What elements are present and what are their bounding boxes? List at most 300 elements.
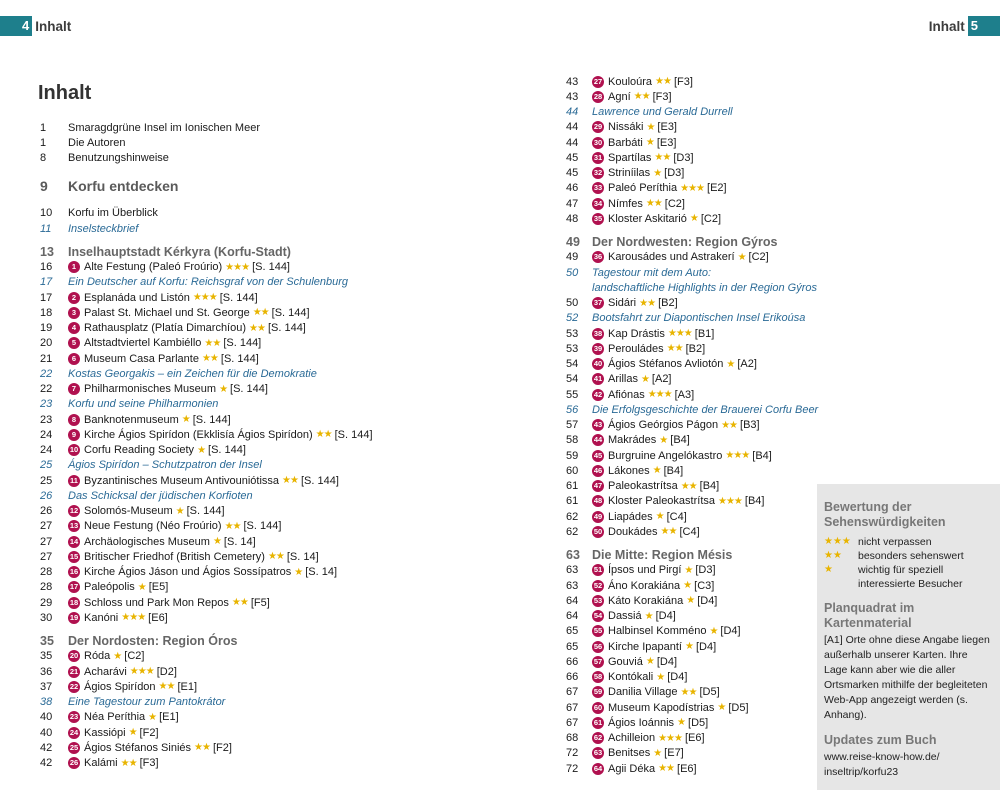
running-header-right <box>929 16 1000 36</box>
toc-page-number: 45 <box>566 167 579 180</box>
rating-legend <box>824 535 992 591</box>
toc-entry <box>566 280 816 295</box>
toc-entry <box>40 756 460 771</box>
toc-entry <box>40 649 460 664</box>
toc-entry-title: Afiónas <box>608 388 645 401</box>
toc-page-number: 19 <box>40 322 53 335</box>
toc-entry-content <box>68 650 460 662</box>
map-reference: [S. 144] <box>271 306 310 319</box>
map-reference: [C2] <box>748 251 769 264</box>
poi-number-badge: 47 <box>593 481 603 491</box>
page-title: Inhalt <box>38 82 92 104</box>
toc-entry-content <box>68 634 460 648</box>
toc-page-number: 52 <box>566 312 579 325</box>
toc-entry-title: Danilia Village <box>608 686 678 699</box>
toc-entry-content <box>592 526 816 538</box>
map-reference: [D4] <box>697 594 718 607</box>
map-reference: [D4] <box>667 671 688 684</box>
toc-entry <box>566 150 816 165</box>
toc-entry-content <box>592 282 817 294</box>
poi-number-badge: 15 <box>69 551 79 561</box>
rating-stars: ★★ <box>282 475 298 487</box>
toc-entry-content <box>68 520 460 532</box>
toc-page-number: 50 <box>566 297 579 310</box>
toc-entry <box>566 402 819 417</box>
poi-number-badge: 42 <box>593 389 603 399</box>
toc-entry <box>566 105 816 120</box>
toc-entry <box>40 221 460 236</box>
toc-entry <box>566 372 816 387</box>
rating-stars: ★ <box>653 167 662 179</box>
toc-entry <box>40 351 460 366</box>
toc-entry <box>40 565 460 580</box>
rating-stars: ★★ <box>666 343 683 355</box>
toc-entry-content <box>592 343 816 355</box>
rating-stars: ★★ <box>204 337 221 349</box>
toc-entry-title: Kirche Ágios Spirídon (Ekklisía Ágios Spirídon) <box>84 428 313 441</box>
toc-page-number: 47 <box>566 197 579 210</box>
poi-number-badge: 49 <box>593 511 603 521</box>
rating-stars: ★★ <box>639 297 656 309</box>
toc-page-number: 42 <box>40 741 53 754</box>
toc-entry <box>40 534 460 549</box>
rating-stars: ★★★ <box>718 495 742 507</box>
map-reference: [D4] <box>720 625 741 638</box>
toc-entry-title: Sidári <box>608 297 637 310</box>
rating-stars: ★★ <box>224 520 241 532</box>
toc-entry-content <box>68 307 460 319</box>
toc-entry <box>566 448 816 463</box>
toc-entry <box>566 250 816 265</box>
toc-page-number: 26 <box>40 505 53 518</box>
toc-entry-content <box>68 207 460 219</box>
toc-entry-content <box>592 251 816 263</box>
toc-entry-title: Esplanáda und Listón <box>84 291 190 304</box>
toc-entry-content <box>68 742 460 754</box>
toc-page-number: 72 <box>566 747 579 760</box>
toc-page-number: 9 <box>40 177 48 194</box>
poi-number-badge: 61 <box>593 717 603 727</box>
sidebar-info-box <box>817 484 1000 790</box>
toc-entry-content <box>68 475 460 487</box>
toc-entry <box>40 397 460 412</box>
toc-entry <box>40 305 460 320</box>
toc-page-number: 43 <box>566 75 579 88</box>
rating-stars: ★★ <box>252 307 269 319</box>
toc-entry <box>40 549 460 564</box>
toc-entry-content <box>68 383 460 395</box>
toc-entry <box>566 509 816 524</box>
toc-entry-title: Inselsteckbrief <box>68 222 139 235</box>
legend-text: nicht verpassen <box>858 536 932 548</box>
toc-entry-title: Palast St. Michael und St. George <box>84 306 250 319</box>
toc-entry <box>566 135 816 150</box>
toc-entry-title: Arillas <box>608 373 638 386</box>
rating-stars: ★ <box>646 121 655 133</box>
poi-number-badge: 21 <box>69 666 79 676</box>
toc-entry-title: Schloss und Park Mon Repos <box>84 596 229 609</box>
map-reference: [S. 144] <box>252 261 290 274</box>
toc-page-number: 22 <box>40 383 53 396</box>
toc-entry-content <box>592 465 816 477</box>
toc-page-number: 1 <box>40 136 47 149</box>
map-reference: [D5] <box>688 716 709 729</box>
rating-stars: ★★ <box>120 757 137 769</box>
toc-entry <box>566 761 816 776</box>
toc-page-number: 25 <box>40 474 53 487</box>
toc-entry-title: Agní <box>608 90 631 103</box>
toc-entry <box>566 181 816 196</box>
toc-section-heading <box>40 244 460 259</box>
poi-number-badge: 5 <box>68 337 80 349</box>
toc-entry <box>566 296 816 311</box>
poi-number-badge: 23 <box>69 712 79 722</box>
toc-page-number: 29 <box>40 596 53 609</box>
toc-entry <box>566 654 816 669</box>
poi-number-badge: 28 <box>593 91 603 101</box>
map-reference: [E1] <box>159 711 179 724</box>
rating-stars: ★★★ <box>647 389 672 401</box>
toc-entry-title: Rathausplatz (Platía Dimarchíou) <box>84 322 247 335</box>
poi-number-badge: 41 <box>593 374 603 384</box>
rating-stars: ★★ <box>645 198 662 210</box>
toc-page-number: 46 <box>566 182 579 195</box>
toc-entry <box>40 206 460 221</box>
grid-text: [A1] Orte ohne diese Angabe liegen außerhalb unserer Karten. Ihre Lage kann aber wie die aller Ortsmarken mithilfe der begleiteten Web-App angezeigt werden (s. Anhang). <box>824 634 990 721</box>
rating-stars: ★★★ <box>680 182 705 194</box>
toc-entry-content <box>592 297 816 309</box>
rating-stars: ★ <box>640 373 649 385</box>
toc-page-number: 1 <box>40 121 47 134</box>
toc-entry <box>40 679 460 694</box>
toc-entry <box>40 710 460 725</box>
toc-entry-content <box>68 727 460 739</box>
poi-number-badge: 37 <box>593 298 603 308</box>
poi-number-badge: 9 <box>68 429 80 441</box>
rating-stars: ★★★ <box>192 292 217 304</box>
poi-number-badge: 46 <box>593 465 603 475</box>
rating-stars: ★ <box>684 564 693 576</box>
toc-entry <box>40 580 460 595</box>
map-reference: [S. 14] <box>286 550 319 563</box>
toc-entry-title: Ágios Ioánnis <box>608 716 675 729</box>
toc-page-number: 8 <box>40 152 47 165</box>
rating-stars: ★ <box>181 414 190 426</box>
rating-stars: ★ <box>659 434 668 446</box>
map-reference: [B2] <box>658 297 678 310</box>
updates-title: Updates zum Buch <box>824 733 937 747</box>
poi-number-badge: 18 <box>69 597 79 607</box>
toc-entry-title: Britischer Friedhof (British Cemetery) <box>84 550 265 563</box>
poi-number-badge: 59 <box>593 687 603 697</box>
toc-entry <box>40 151 460 166</box>
toc-page-number: 67 <box>566 716 579 729</box>
poi-number-badge: 13 <box>69 521 79 531</box>
toc-entry-content <box>592 76 816 88</box>
map-reference: [A2] <box>737 358 757 371</box>
toc-entry-content <box>592 328 816 340</box>
toc-section-heading <box>566 235 816 250</box>
toc-page-number: 24 <box>40 428 53 441</box>
toc-entry-content <box>592 656 816 668</box>
toc-entry <box>40 473 460 488</box>
toc-entry-content <box>592 580 816 592</box>
legend-stars: ★★ <box>824 550 842 561</box>
toc-entry-title: Die Autoren <box>68 136 126 149</box>
toc-entry-title: Corfu Reading Society <box>84 444 195 457</box>
toc-page-number: 61 <box>566 480 579 493</box>
toc-entry <box>566 494 816 509</box>
toc-entry-content <box>592 450 816 462</box>
legend-text: wichtig für speziell interessierte Besucher <box>858 564 963 590</box>
poi-number-badge: 36 <box>593 252 603 262</box>
page-number-right: 5 <box>968 16 1000 36</box>
toc-entry-content <box>68 711 460 723</box>
map-reference: [E6] <box>148 611 168 624</box>
toc-page-number: 67 <box>566 686 579 699</box>
toc-entry <box>40 336 460 351</box>
poi-number-badge: 57 <box>593 656 603 666</box>
toc-page-number: 27 <box>40 520 53 533</box>
toc-page-number: 22 <box>40 367 53 380</box>
rating-stars: ★ <box>686 595 695 607</box>
toc-page-number: 36 <box>40 665 53 678</box>
toc-entry <box>40 290 460 305</box>
toc-entry-title: Gouviá <box>608 655 643 668</box>
toc-entry-content <box>68 612 460 624</box>
toc-page-number: 44 <box>566 106 579 119</box>
toc-entry-content <box>592 419 816 431</box>
map-reference: [S. 144] <box>208 444 246 457</box>
toc-entry <box>566 120 816 135</box>
toc-entry-title: Liapádes <box>608 510 653 523</box>
poi-number-badge: 11 <box>68 475 80 487</box>
map-reference: [D4] <box>656 655 678 668</box>
poi-number-badge: 25 <box>69 742 79 752</box>
toc-entry-title: Lawrence und Gerald Durrell <box>592 106 733 119</box>
rating-stars: ★ <box>148 711 157 723</box>
toc-entry-content <box>592 358 816 370</box>
toc-page-number: 58 <box>566 434 579 447</box>
map-reference: [D4] <box>695 640 717 653</box>
toc-entry <box>40 275 460 290</box>
poi-number-badge: 53 <box>593 595 603 605</box>
map-reference: [D5] <box>699 686 720 699</box>
toc-entry-title: Kouloúra <box>608 75 653 88</box>
toc-page-number: 23 <box>40 413 53 426</box>
map-reference: [F3] <box>652 90 672 103</box>
rating-stars: ★★★ <box>658 732 682 744</box>
toc-entry-content <box>592 389 816 401</box>
toc-entry-title: Lákones <box>608 464 650 477</box>
poi-number-badge: 56 <box>593 641 603 651</box>
poi-number-badge: 7 <box>68 383 80 395</box>
map-reference: [E7] <box>664 747 684 760</box>
rating-stars: ★ <box>113 650 122 662</box>
poi-number-badge: 8 <box>68 414 80 426</box>
toc-entry-title: Striníilas <box>608 167 651 180</box>
legend-row <box>824 549 992 563</box>
updates-url[interactable]: www.reise-know-how.de/ inseltrip/korfu23 <box>824 751 940 778</box>
map-reference: [S. 144] <box>243 520 282 533</box>
legend-stars: ★ <box>824 564 833 575</box>
toc-entry-content <box>68 223 460 235</box>
rating-stars: ★★ <box>660 526 677 538</box>
rating-stars: ★ <box>653 747 662 759</box>
toc-page-number: 66 <box>566 671 579 684</box>
poi-number-badge: 30 <box>593 137 603 147</box>
toc-entry-content <box>68 137 460 149</box>
toc-page-number: 72 <box>566 762 579 775</box>
poi-number-badge: 45 <box>593 450 603 460</box>
toc-entry-title: landschaftliche Highlights in der Region Gýros <box>592 281 818 294</box>
rating-stars: ★★★ <box>667 328 692 340</box>
rating-stars: ★ <box>677 717 686 729</box>
rating-stars: ★ <box>644 610 653 622</box>
toc-page-number: 35 <box>40 634 54 649</box>
legend-stars: ★★★ <box>824 536 851 547</box>
toc-entry-title: Áno Korakiána <box>608 579 681 592</box>
toc-entry-title: Kap Drástis <box>608 327 665 340</box>
toc-entry-title: Makrádes <box>608 434 657 447</box>
toc-entry-content <box>592 610 816 622</box>
toc-entry-title: Kassiópi <box>84 726 126 739</box>
toc-entry-content <box>592 167 816 179</box>
toc-entry-title: Kostas Georgakis – ein Zeichen für die Demokratie <box>68 367 317 380</box>
toc-entry <box>566 196 816 211</box>
toc-entry-content <box>68 566 460 578</box>
toc-entry-title: Karousádes und Astrakerí <box>608 251 735 264</box>
toc-entry-title: Kloster Paleokastrítsa <box>608 495 715 508</box>
map-reference: [C2] <box>124 650 145 663</box>
toc-entry <box>40 120 460 135</box>
toc-entry-title: Ein Deutscher auf Korfu: Reichsgraf von der Schulenburg <box>68 276 349 289</box>
toc-page-number: 67 <box>566 701 579 714</box>
running-header-left-label: Inhalt <box>35 18 72 34</box>
toc-entry-title: Smaragdgrüne Insel im Ionischen Meer <box>68 121 260 134</box>
toc-page-number: 54 <box>566 373 579 386</box>
toc-page-number: 49 <box>566 235 580 250</box>
toc-entry <box>40 664 460 679</box>
toc-entry <box>566 624 816 639</box>
toc-entry <box>566 265 816 280</box>
rating-stars: ★ <box>212 536 221 548</box>
toc-entry-title: Museum Kapodístrias <box>608 701 715 714</box>
toc-entry-title: Kirche Ágios Jáson und Ágios Sossípatros <box>84 566 292 579</box>
toc-entry-content <box>592 548 816 562</box>
map-reference: [S. 144] <box>223 337 262 350</box>
toc-entry-title: Kanóni <box>84 611 119 624</box>
toc-entry-content <box>592 717 816 729</box>
toc-entry <box>566 326 816 341</box>
toc-page-number: 55 <box>566 388 579 401</box>
toc-entry-content <box>592 137 816 149</box>
map-reference: [C2] <box>700 212 722 225</box>
toc-entry <box>566 563 816 578</box>
toc-entry <box>566 593 816 608</box>
map-reference: [S. 14] <box>223 535 256 548</box>
toc-entry-title: Ípsos und Pirgí <box>608 564 682 577</box>
toc-entry-content <box>68 414 460 426</box>
toc-entry-content <box>592 625 816 637</box>
map-reference: [S. 144] <box>267 322 306 335</box>
rating-stars: ★★ <box>655 76 671 88</box>
toc-entry <box>40 382 460 397</box>
toc-entry-title: Barbáti <box>608 136 643 149</box>
map-reference: [E1] <box>177 680 198 693</box>
toc-entry <box>40 695 460 710</box>
toc-entry-title: Dassiá <box>608 610 642 623</box>
toc-entry-title: Kloster Askitarió <box>608 212 687 225</box>
toc-page-number: 24 <box>40 444 53 457</box>
toc-entry <box>566 524 816 539</box>
map-reference: [C3] <box>694 579 715 592</box>
toc-entry-content <box>592 213 816 225</box>
toc-entry <box>566 211 816 226</box>
toc-page-number: 61 <box>566 495 579 508</box>
page-number-left: 4 <box>0 16 32 36</box>
poi-number-badge: 1 <box>68 261 80 273</box>
toc-entry-title: Paleokastrítsa <box>608 480 678 493</box>
toc-entry-title: Byzantinisches Museum Antivouniótissa <box>84 474 280 487</box>
map-reference: [E5] <box>148 581 169 594</box>
poi-number-badge: 62 <box>593 733 603 743</box>
toc-entry-title: Ágios Spirídon – Schutzpatron der Insel <box>68 459 262 472</box>
map-reference: [S. 144] <box>300 474 339 487</box>
toc-page-number: 21 <box>40 352 53 365</box>
poi-number-badge: 50 <box>593 526 603 536</box>
toc-page-number: 45 <box>566 151 579 164</box>
toc-entry-content <box>592 182 816 194</box>
poi-number-badge: 58 <box>593 672 603 682</box>
poi-number-badge: 16 <box>69 567 79 577</box>
poi-number-badge: 19 <box>69 612 79 622</box>
poi-number-badge: 43 <box>593 420 603 430</box>
toc-right-column <box>566 74 819 776</box>
toc-page-number: 18 <box>40 306 53 319</box>
toc-entry-content <box>592 235 816 249</box>
toc-page-number: 44 <box>566 121 579 134</box>
toc-entry <box>566 715 816 730</box>
toc-entry <box>566 357 816 372</box>
toc-entry <box>40 610 460 625</box>
toc-page-number: 68 <box>566 732 579 745</box>
toc-entry <box>566 479 816 494</box>
toc-page-number: 40 <box>40 726 53 739</box>
toc-entry-content <box>592 91 816 103</box>
toc-entry-content <box>592 702 816 714</box>
toc-entry-title: Der Nordwesten: Region Gýros <box>592 235 778 250</box>
toc-entry-title: Bootsfahrt zur Diapontischen Insel Erikoúsa <box>592 312 806 325</box>
map-reference: [E6] <box>685 732 705 745</box>
toc-entry-content <box>68 459 460 471</box>
map-reference: [D3] <box>673 151 694 164</box>
toc-entry-content <box>592 198 816 210</box>
toc-section-heading <box>40 176 460 196</box>
map-reference: [B3] <box>740 419 760 432</box>
running-header-right-label: Inhalt <box>928 18 965 34</box>
rating-stars: ★★ <box>721 419 738 431</box>
toc-entry <box>40 725 460 740</box>
rating-title: Bewertung der Sehenswürdigkeiten <box>824 500 946 529</box>
toc-entry-content <box>68 261 460 273</box>
rating-stars: ★★ <box>267 551 284 563</box>
toc-entry-title: Eine Tagestour zum Pantokrátor <box>68 696 226 709</box>
toc-page-number: 56 <box>566 403 579 416</box>
toc-entry-content <box>68 757 460 769</box>
toc-entry-content <box>592 495 816 507</box>
toc-entry-title: Museum Casa Parlante <box>84 352 199 365</box>
